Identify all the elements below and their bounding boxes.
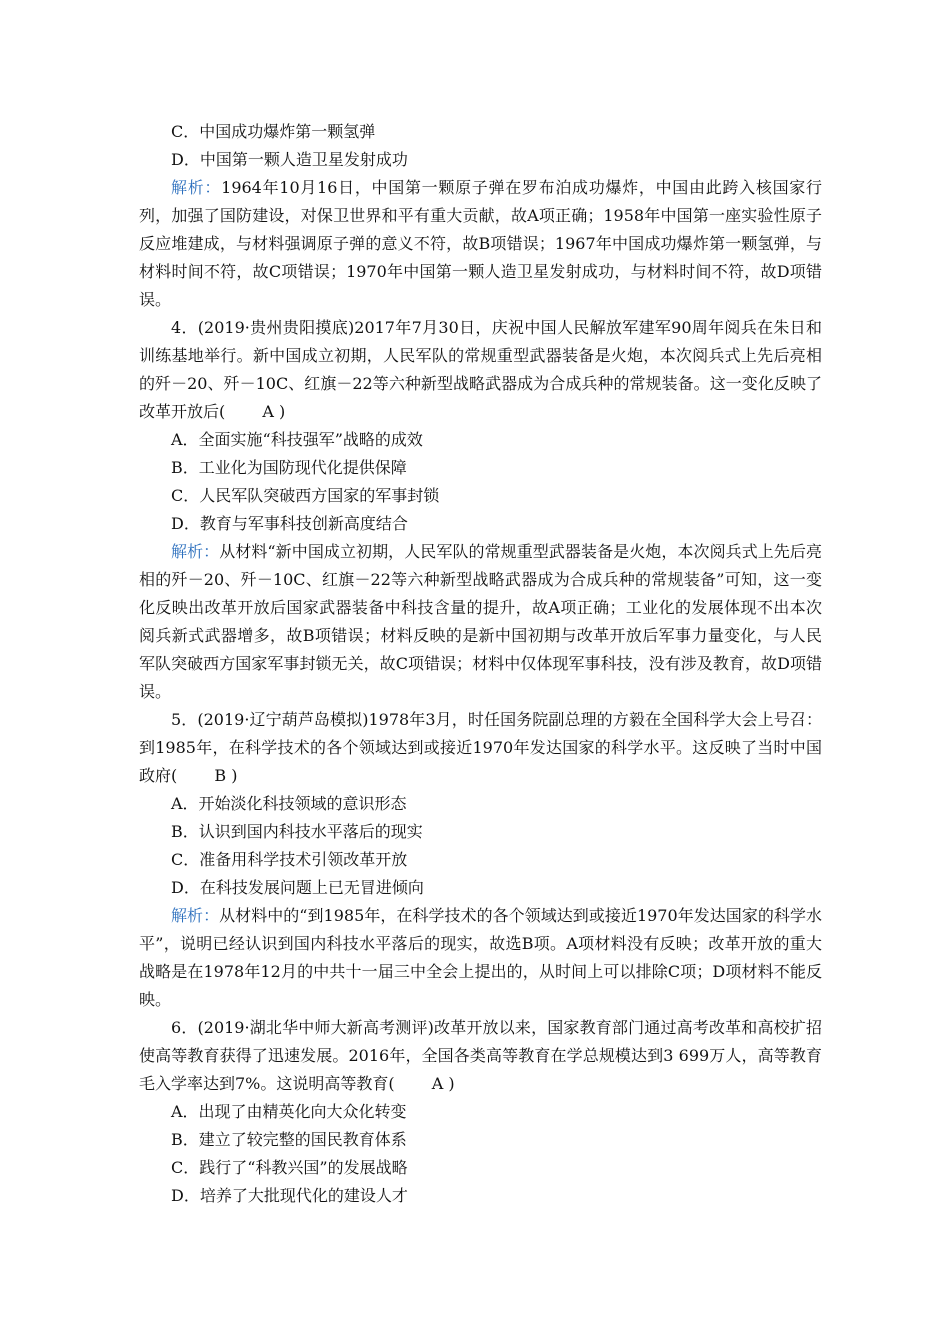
document-page <box>139 118 822 1210</box>
q4-answer: A <box>262 402 274 421</box>
q4-stem-text: 4．(2019·贵州贵阳摸底)2017年7月30日，庆祝中国人民解放军建军90周年阅兵在朱日和训练基地举行。新中国成立初期，人民军队的常规重型武器装备是火炮，本次阅兵式上先后亮相的歼－20、歼－10C、红旗－22等六种新型战略武器成为合成兵种的常规装备。这一变化反映了改革开放后( <box>139 318 822 421</box>
q5-analysis <box>139 902 822 1014</box>
q3-analysis-text: 1964年10月16日，中国第一颗原子弹在罗布泊成功爆炸，中国由此跨入核国家行列，加强了国防建设，对保卫世界和平有重大贡献，故A项正确；1958年中国第一座实验性原子反应堆建成，与材料强调原子弹的意义不符，故B项错误；1967年中国成功爆炸第一颗氢弹，与材料时间不符，故C项错误；1970年中国第一颗人造卫星发射成功，与材料时间不符，故D项错误。 <box>139 178 822 309</box>
q4-stem <box>139 314 822 426</box>
q5-stem <box>139 706 822 790</box>
q6-option-b: B．建立了较完整的国民教育体系 <box>171 1130 407 1149</box>
q3-option-c: C．中国成功爆炸第一颗氢弹 <box>171 122 376 141</box>
q4-stem-end: ) <box>279 402 286 421</box>
q4-option-d: D．教育与军事科技创新高度结合 <box>171 514 408 533</box>
q5-option-d: D．在科技发展问题上已无冒进倾向 <box>171 878 424 897</box>
q4-analysis-text: 从材料“新中国成立初期，人民军队的常规重型武器装备是火炮，本次阅兵式上先后亮相的歼－20、歼－10C、红旗－22等六种新型战略武器成为合成兵种的常规装备”可知，这一变化反映出改革开放后国家武器装备中科技含量的提升，故A项正确；工业化的发展体现不出本次阅兵新式武器增多，故B项错误；材料反映的是新中国初期与改革开放后军事力量变化，与人民军队突破西方国家军事封锁无关，故C项错误；材料中仅体现军事科技，没有涉及教育，故D项错误。 <box>139 542 822 701</box>
q3-option-d: D．中国第一颗人造卫星发射成功 <box>171 150 408 169</box>
q6-option-c: C．践行了“科教兴国”的发展战略 <box>171 1158 408 1177</box>
q5-stem-end: ) <box>231 766 238 785</box>
q5-answer: B <box>214 766 227 785</box>
q6-stem-end: ) <box>448 1074 455 1093</box>
q6-stem <box>139 1014 822 1098</box>
q6-answer: A <box>431 1074 444 1093</box>
q4-option-a: A．全面实施“科技强军”战略的成效 <box>171 430 423 449</box>
q5-stem-text: 5．(2019·辽宁葫芦岛模拟)1978年3月，时任国务院副总理的方毅在全国科学大会上号召：到1985年，在科学技术的各个领域达到或接近1970年发达国家的科学水平。这反映了当时中国政府( <box>139 710 822 785</box>
q5-option-b: B．认识到国内科技水平落后的现实 <box>171 822 423 841</box>
q4-option-c: C．人民军队突破西方国家的军事封锁 <box>171 486 440 505</box>
q3-analysis <box>139 174 822 314</box>
q5-option-a: A．开始淡化科技领域的意识形态 <box>171 794 407 813</box>
analysis-label: 解析： <box>171 542 220 561</box>
q6-stem-text: 6．(2019·湖北华中师大新高考测评)改革开放以来，国家教育部门通过高考改革和高校扩招使高等教育获得了迅速发展。2016年，全国各类高等教育在学总规模达到3 699万人，高等教育毛入学率达到7%。这说明高等教育( <box>139 1018 822 1093</box>
q6-option-a: A．出现了由精英化向大众化转变 <box>171 1102 407 1121</box>
q5-option-c: C．准备用科学技术引领改革开放 <box>171 850 408 869</box>
analysis-label: 解析： <box>171 906 220 925</box>
q6-option-d: D．培养了大批现代化的建设人才 <box>171 1186 408 1205</box>
q5-analysis-text: 从材料中的“到1985年，在科学技术的各个领域达到或接近1970年发达国家的科学水平”，说明已经认识到国内科技水平落后的现实，故选B项。A项材料没有反映；改革开放的重大战略是在1978年12月的中共十一届三中全会上提出的，从时间上可以排除C项；D项材料不能反映。 <box>139 906 822 1009</box>
q4-option-b: B．工业化为国防现代化提供保障 <box>171 458 407 477</box>
q4-analysis <box>139 538 822 706</box>
analysis-label: 解析： <box>171 178 222 197</box>
